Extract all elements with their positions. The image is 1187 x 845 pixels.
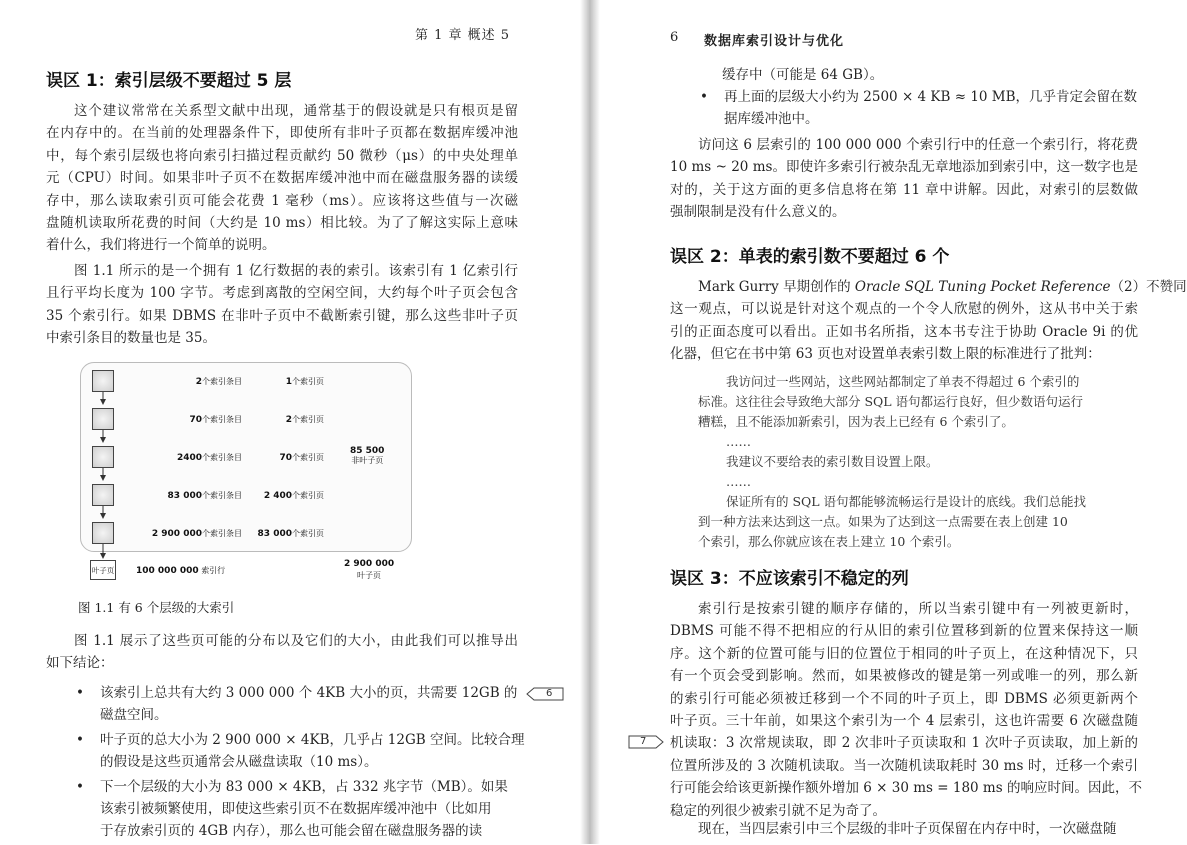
paragraph-line: DBMS 可能不得不把相应的行从旧的索引位置移到新的位置来保持这一顺 bbox=[670, 623, 1138, 640]
bullet-list bbox=[76, 682, 525, 845]
paragraph-line: 如下结论： bbox=[46, 655, 114, 672]
quote-line: 糟糕，且不能添加新索引，因为表上已经有 6 个索引了。 bbox=[698, 414, 1014, 429]
paragraph-line: 存中，那么读取索引页可能会花费 1 毫秒（ms）。应该将这些值与一次磁 bbox=[46, 192, 518, 209]
paragraph-line: 引的正面态度可以看出。正如书名所指，这本书专注于协助 Oracle 9i 的优 bbox=[670, 323, 1138, 340]
entries-unit: 个索引条目 bbox=[202, 491, 242, 500]
page-marker-number: 7 bbox=[640, 736, 647, 747]
paragraph-line: 且行平均长度为 100 字节。考虑到离散的空闲空间，大约每个叶子页会包含 bbox=[46, 285, 518, 302]
bullet-item bbox=[76, 729, 525, 774]
paragraph-line: 稳定的列很少被索引就不足为奇了。 bbox=[670, 802, 886, 819]
continued-line: 缓存中（可能是 64 GB）。 bbox=[722, 67, 884, 83]
paragraph bbox=[46, 630, 518, 675]
level-entries bbox=[168, 490, 242, 501]
paragraph-line: 有一个页会受到影响。然而，如果被修改的键是第一列或唯一的列，那么新 bbox=[670, 668, 1138, 685]
bullet-line: 叶子页的总大小为 2 900 000 × 4KB，几乎占 12GB 空间。比较合理 bbox=[100, 731, 525, 748]
left-page bbox=[0, 0, 580, 844]
leaf-total-number: 2 900 000 bbox=[344, 559, 395, 569]
paragraph-line: 序。这个新的位置可能与旧的位置位于相同的叶子页上，在这种情况下，只 bbox=[670, 645, 1138, 662]
paragraph-line: 元（CPU）时间。如果非叶子页不在数据库缓冲池中而在磁盘服务器的读缓 bbox=[46, 170, 518, 187]
bullet-line: 该索引上总共有大约 3 000 000 个 4KB 大小的页，共需要 12GB 的 bbox=[100, 685, 518, 701]
entries-number: 83 000 bbox=[167, 491, 202, 501]
bullet-item bbox=[76, 776, 520, 843]
nonleaf-total bbox=[350, 446, 384, 466]
level-pages bbox=[264, 490, 324, 501]
quote-line: …… bbox=[726, 434, 751, 449]
index-page-box bbox=[92, 484, 114, 506]
nonleaf-total-number: 85 500 bbox=[350, 446, 385, 456]
paragraph-line: 行可能会给该更新操作额外增加 6 × 30 ms = 180 ms 的响应时间。因此，不 bbox=[670, 780, 1142, 797]
quote-line: 保证所有的 SQL 语句都能够流畅运行是设计的底线。我们总能找 bbox=[726, 494, 1087, 509]
paragraph bbox=[46, 260, 518, 350]
text-run: Mark Gurry 早期创作的 bbox=[698, 279, 855, 295]
paragraph-line: 强制限制是没有什么意义的。 bbox=[670, 204, 846, 221]
paragraph bbox=[670, 818, 1138, 840]
page-marker bbox=[526, 687, 564, 704]
page-marker-arrow-icon bbox=[526, 687, 564, 701]
section-heading-myth-3: 误区 3：不应该索引不稳定的列 bbox=[670, 569, 909, 589]
bullet-line: 磁盘空间。 bbox=[100, 707, 168, 724]
leaf-rows bbox=[136, 565, 225, 576]
paragraph-line: 这一观点，可以说是针对这个观点的一个令人欣慰的例外，这从书中关于索 bbox=[670, 301, 1138, 318]
paragraph-line: 着什么，我们将进行一个简单的说明。 bbox=[46, 237, 276, 254]
pages-unit: 个索引页 bbox=[292, 491, 324, 500]
level-entries bbox=[177, 452, 242, 463]
paragraph-line: 中索引条目的数量也是 35。 bbox=[46, 330, 216, 347]
bullet-item bbox=[700, 86, 1140, 131]
bullet-dot-icon: • bbox=[76, 731, 84, 748]
book-title: Oracle SQL Tuning Pocket Reference bbox=[854, 279, 1111, 295]
paragraph-line: 盘随机读取所花费的时间（大约是 10 ms）相比较。为了了解这实际上意味 bbox=[46, 214, 518, 231]
leaf-rows-unit: 索引行 bbox=[201, 566, 226, 575]
paragraph-rest bbox=[670, 298, 1138, 365]
index-page-box bbox=[92, 408, 114, 430]
index-page-box bbox=[92, 446, 114, 468]
paragraph-line: 这个建议常常在关系型文献中出现，通常基于的假设就是只有根页是留 bbox=[74, 103, 518, 119]
entries-number: 2 bbox=[195, 377, 202, 387]
paragraph-line: 化器，但它在书中第 63 页也对设置单表索引数上限的标准进行了批判： bbox=[670, 346, 1101, 363]
entries-unit: 个索引条目 bbox=[202, 453, 242, 462]
paragraph bbox=[670, 134, 1138, 224]
paragraph-line: 10 ms ~ 20 ms。即使许多索引行被杂乱无章地添加到索引中，这一数字也是 bbox=[670, 159, 1138, 176]
book-gutter bbox=[580, 0, 600, 844]
figure-index-levels bbox=[78, 360, 418, 592]
paragraph-line: 图 1.1 展示了这些页可能的分布以及它们的大小，由此我们可以推导出 bbox=[74, 633, 518, 649]
paragraph-line: 中，每个索引层级也将向索引扫描过程贡献约 50 微秒（μs）的中央处理单 bbox=[46, 147, 518, 164]
paragraph-line: 图 1.1 所示的是一个拥有 1 亿行数据的表的索引。该索引有 1 亿索引行 bbox=[74, 263, 518, 279]
paragraph-line: 现在，当四层索引中三个层级的非叶子页保留在内存中时，一次磁盘随 bbox=[698, 821, 1117, 837]
bullet-line: 该索引被频繁使用，即使这些索引页不在数据库缓冲池中（比如用 bbox=[100, 801, 492, 818]
level-entries bbox=[152, 528, 242, 539]
bullet-line: 于存放索引页的 4GB 内存），那么也可能会留在磁盘服务器的读 bbox=[100, 823, 483, 840]
paragraph bbox=[670, 598, 1142, 822]
text-run: （2）不赞同 bbox=[1110, 279, 1187, 295]
pages-unit: 个索引页 bbox=[292, 453, 324, 462]
bullet-line: 下一个层级的大小为 83 000 × 4KB，占 332 兆字节（MB）。如果 bbox=[100, 778, 508, 795]
bullet-dot-icon: • bbox=[700, 89, 708, 105]
quote-line: 我访问过一些网站，这些网站都制定了单表不得超过 6 个索引的 bbox=[726, 374, 1080, 389]
running-head: 第 1 章 概述 5 bbox=[415, 28, 511, 43]
leaf-total-unit: 叶子页 bbox=[357, 571, 382, 580]
level-pages bbox=[286, 414, 324, 425]
bullet-line: 据库缓冲池中。 bbox=[724, 111, 819, 128]
level-entries bbox=[189, 414, 242, 425]
pages-unit: 个索引页 bbox=[292, 415, 324, 424]
quote-line: 我建议不要给表的索引数目设置上限。 bbox=[726, 454, 939, 469]
pages-number: 2 bbox=[285, 415, 292, 425]
running-head-number: 6 bbox=[670, 30, 680, 45]
entries-number: 2 900 000 bbox=[151, 529, 202, 539]
block-quote bbox=[698, 372, 1138, 552]
level-entries bbox=[196, 376, 242, 387]
right-page bbox=[600, 0, 1187, 844]
section-heading-myth-1: 误区 1：索引层级不要超过 5 层 bbox=[46, 71, 292, 91]
pages-number: 1 bbox=[285, 377, 292, 387]
index-page-box bbox=[92, 370, 114, 392]
paragraph-line: 在内存中的。在当前的处理器条件下，即使所有非叶子页都在数据库缓冲池 bbox=[46, 125, 518, 142]
level-pages bbox=[286, 376, 324, 387]
figure-caption: 图 1.1 有 6 个层级的大索引 bbox=[78, 600, 235, 615]
entries-number: 70 bbox=[189, 415, 202, 425]
bullet-dot-icon: • bbox=[76, 778, 84, 795]
paragraph bbox=[670, 276, 1187, 366]
entries-unit: 个索引条目 bbox=[202, 415, 242, 424]
level-pages bbox=[258, 528, 324, 539]
running-head-title: 数据库索引设计与优化 bbox=[704, 34, 845, 49]
paragraph-line: 对的，关于这方面的更多信息将在第 11 章中讲解。因此，对索引的层数做 bbox=[670, 181, 1138, 198]
bullet-line: 再上面的层级大小约为 2500 × 4 KB ≈ 10 MB，几乎肯定会留在数 bbox=[724, 89, 1138, 105]
nonleaf-total-unit: 非叶子页 bbox=[351, 456, 384, 465]
quote-line: 个索引，那么你就应该在表上建立 10 个索引。 bbox=[698, 534, 960, 549]
leaf-total bbox=[344, 558, 394, 582]
entries-number: 2400 bbox=[176, 453, 202, 463]
bullet-item bbox=[76, 682, 520, 727]
index-page-box bbox=[92, 522, 114, 544]
pages-number: 70 bbox=[279, 453, 292, 463]
paragraph-line bbox=[670, 276, 1187, 298]
paragraph-line: 索引行是按索引键的顺序存储的，所以当索引键中有一列被更新时， bbox=[698, 601, 1138, 617]
paragraph-line: 位置所涉及的 3 次随机读取。当一次随机读取耗时 30 ms 时，迁移一个索引 bbox=[670, 757, 1138, 774]
page-marker-number: 6 bbox=[546, 688, 553, 699]
entries-unit: 个索引条目 bbox=[202, 377, 242, 386]
page-marker bbox=[628, 735, 664, 752]
paragraph-line: 的索引行可能必须被迁移到一个不同的叶子页上，即 DBMS 必须更新两个 bbox=[670, 690, 1138, 707]
quote-line: 到一种方法来达到这一点。如果为了达到这一点需要在表上创建 10 bbox=[698, 514, 1068, 529]
bullet-list bbox=[700, 86, 1140, 133]
paragraph-line: 访问这 6 层索引的 100 000 000 个索引行中的任意一个索引行，将花费 bbox=[698, 137, 1138, 153]
leaf-page-box: 叶子页 bbox=[90, 560, 116, 580]
level-pages bbox=[279, 452, 324, 463]
bullet-dot-icon: • bbox=[76, 685, 84, 701]
pages-unit: 个索引页 bbox=[292, 377, 324, 386]
section-heading-myth-2: 误区 2：单表的索引数不要超过 6 个 bbox=[670, 247, 950, 267]
paragraph-line: 叶子页。三十年前，如果这个索引为一个 4 层索引，这也许需要 6 次磁盘随 bbox=[670, 712, 1138, 729]
quote-line: …… bbox=[726, 474, 751, 489]
paragraph bbox=[46, 100, 518, 257]
paragraph-line: 机读取：3 次常规读取，即 2 次非叶子页读取和 1 次叶子页读取，加上新的 bbox=[670, 735, 1138, 752]
bullet-line: 的假设是这些页通常会从磁盘读取（10 ms）。 bbox=[100, 754, 378, 771]
pages-unit: 个索引页 bbox=[292, 529, 324, 538]
entries-unit: 个索引条目 bbox=[202, 529, 242, 538]
paragraph-line: 35 个索引行。如果 DBMS 在非叶子页中不截断索引键，那么这些非叶子页 bbox=[46, 307, 518, 324]
quote-line: 标准。这往往会导致绝大部分 SQL 语句都运行良好，但少数语句运行 bbox=[698, 394, 1084, 409]
pages-number: 83 000 bbox=[257, 529, 292, 539]
leaf-rows-number: 100 000 000 bbox=[136, 566, 199, 576]
pages-number: 2 400 bbox=[263, 491, 292, 501]
